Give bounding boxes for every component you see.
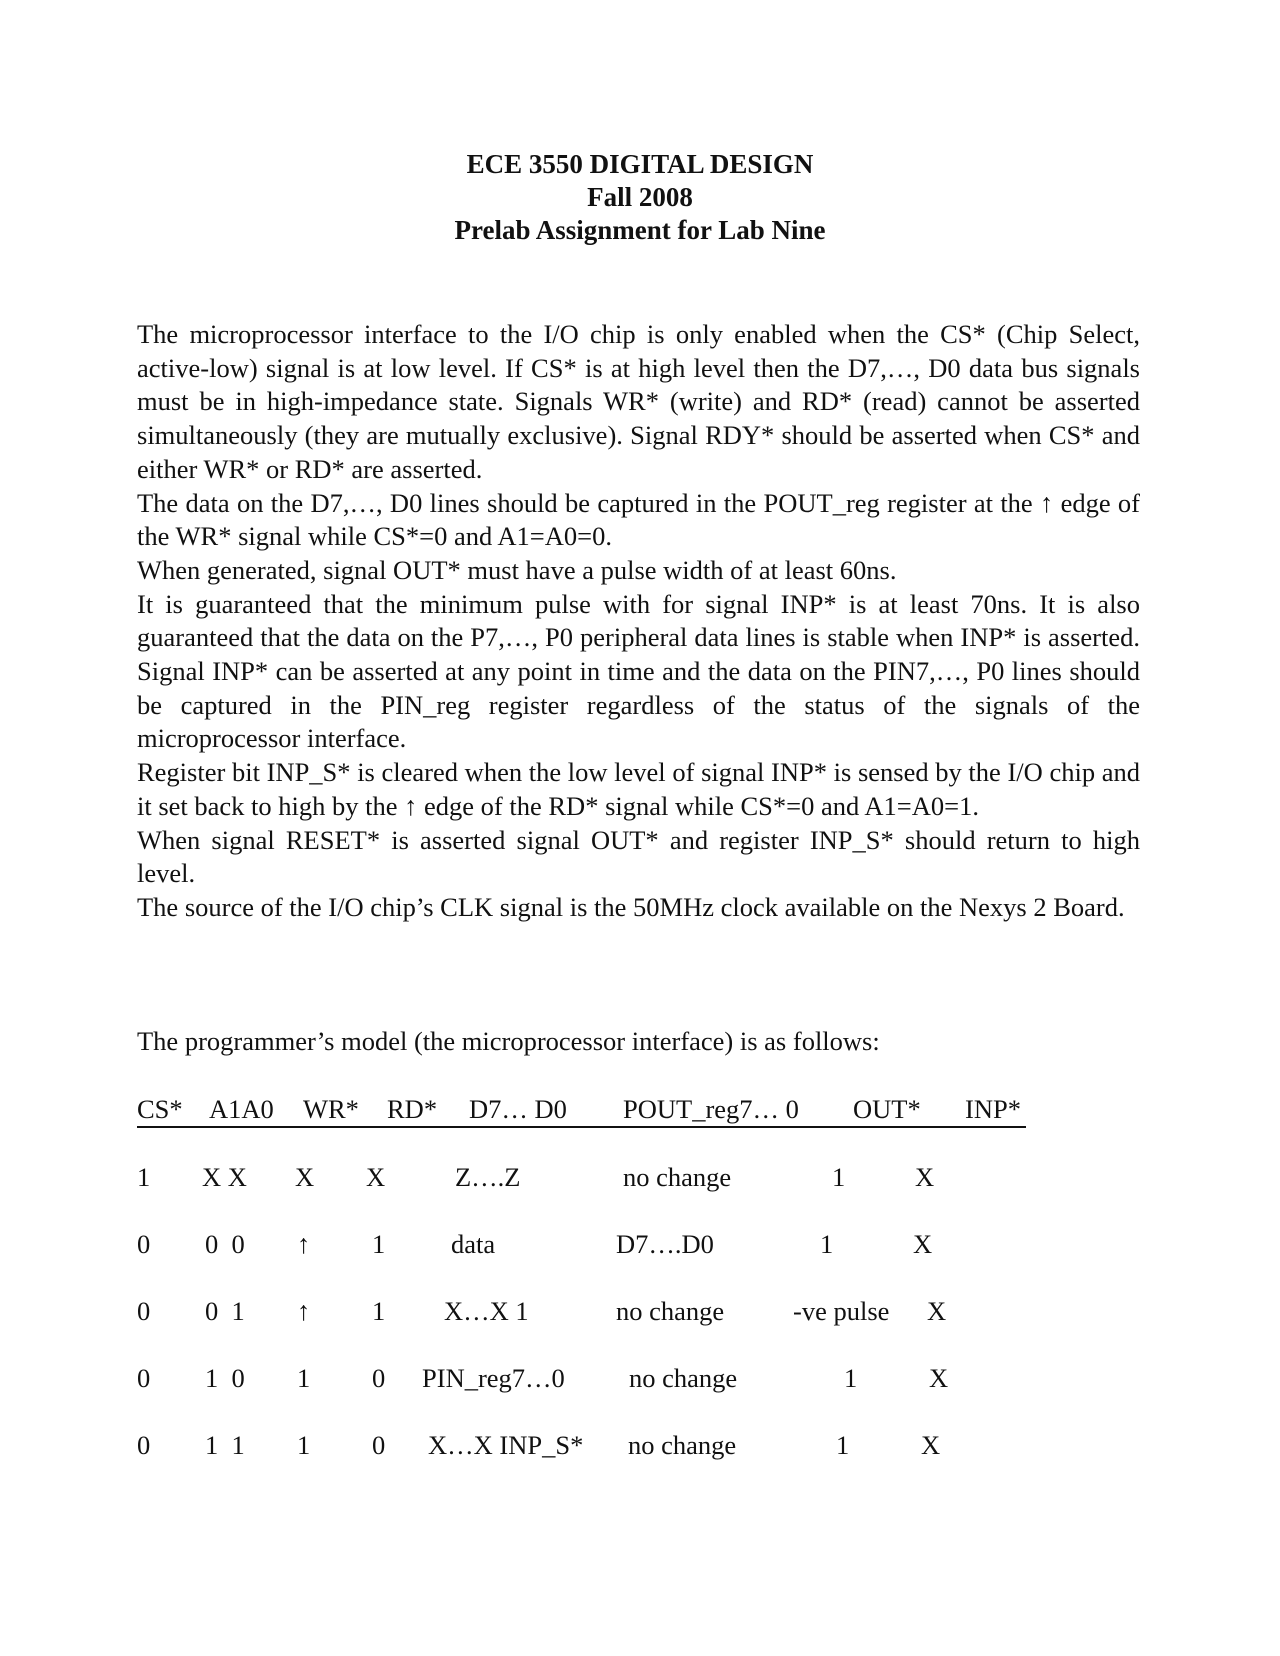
paragraph: The data on the D7,…, D0 lines should be captured in the POUT_reg register at the ↑ edge of the WR* signal while CS*=0 and A1=A0=0. (137, 487, 1140, 552)
assignment-body (137, 318, 1140, 925)
paragraph: It is guaranteed that the minimum pulse with for signal INP* is at least 70ns. It is also guaranteed that the data on the P7,…, P0 peripheral data lines is stable when INP* is asserted. Signal INP* can be asserted at any point in time and the data on the PIN7,…, P0 lines should be captured in the PIN_reg register regardless of the status of the signals of the microprocessor interface. (137, 588, 1140, 754)
paragraph: Register bit INP_S* is cleared when the low level of signal INP* is sensed by the I/O chip and it set back to high by the ↑ edge of the RD* signal while CS*=0 and A1=A0=1. (137, 757, 1140, 821)
table-cell: 1 (820, 1229, 834, 1259)
table-cell: no change (629, 1363, 738, 1393)
table-cell: 1 (832, 1162, 846, 1192)
table-cell: 1 (844, 1363, 858, 1393)
table-cell: 0 (137, 1430, 151, 1460)
table-cell: 0 (137, 1363, 151, 1393)
document-header (0, 148, 1280, 247)
table-cell: no change (616, 1296, 725, 1326)
table-cell: X (915, 1162, 935, 1192)
table-cell: data (451, 1229, 496, 1259)
table-cell: ↑ (297, 1296, 311, 1326)
table-cell: 0 0 (205, 1229, 245, 1259)
table-cell: Z….Z (455, 1162, 521, 1192)
table-header-cell: D7… D0 (469, 1094, 567, 1124)
table-header-cell: OUT* (853, 1094, 921, 1124)
table-cell: 1 (836, 1430, 850, 1460)
table-cell: 0 1 (205, 1296, 245, 1326)
table-cell: X X (202, 1162, 247, 1192)
table-cell: 0 (137, 1229, 151, 1259)
table-cell: 1 (372, 1296, 386, 1326)
table-cell: X (921, 1430, 941, 1460)
table-cell: 1 (372, 1229, 386, 1259)
table-cell: 0 (372, 1363, 386, 1393)
table-cell: X (913, 1229, 933, 1259)
paragraph: When signal RESET* is asserted signal OUT* and register INP_S* should return to high level. (137, 824, 1140, 889)
table-header-cell: WR* (303, 1094, 359, 1124)
course-title: ECE 3550 DIGITAL DESIGN (466, 149, 814, 179)
assignment-title: Prelab Assignment for Lab Nine (454, 215, 826, 245)
table-header-cell: POUT_reg7… 0 (623, 1094, 799, 1124)
table-cell: 1 (297, 1430, 311, 1460)
table-cell: no change (628, 1430, 737, 1460)
table-header-cell: RD* (387, 1094, 438, 1124)
table-header-cell: INP* (965, 1094, 1021, 1124)
table-cell: 1 0 (205, 1363, 245, 1393)
semester: Fall 2008 (587, 182, 693, 212)
table-cell: D7….D0 (616, 1229, 714, 1259)
paragraph: The microprocessor interface to the I/O chip is only enabled when the CS* (Chip Select, active-low) signal is at low level. If CS* is at high level then the D7,…, D0 data bus signals must be in high-impedance state. Signals WR* (write) and RD* (read) cannot be asserted simultaneously (they are mutually exclusive). Signal RDY* should be asserted when CS* and either WR* or RD* are asserted. (137, 319, 1140, 484)
table-cell: 1 (137, 1162, 151, 1192)
table-cell: X…X 1 (444, 1296, 529, 1326)
paragraph: When generated, signal OUT* must have a pulse width of at least 60ns. (137, 554, 897, 585)
table-cell: 1 (297, 1363, 311, 1393)
table-cell: X (927, 1296, 947, 1326)
table-cell: 0 (372, 1430, 386, 1460)
table-cell: X (929, 1363, 949, 1393)
table-header-cell: CS* (137, 1094, 183, 1124)
table-intro: The programmer’s model (the microprocessor interface) is as follows: (137, 1026, 880, 1056)
paragraph: The source of the I/O chip’s CLK signal is the 50MHz clock available on the Nexys 2 Board. (137, 891, 1125, 922)
table-cell: X…X INP_S* (428, 1430, 584, 1460)
table-cell: X (366, 1162, 386, 1192)
table-cell: X (295, 1162, 315, 1192)
table-cell: 1 1 (205, 1430, 245, 1460)
table-cell: -ve pulse (793, 1296, 890, 1326)
table-cell: PIN_reg7…0 (422, 1363, 565, 1393)
table-cell: 0 (137, 1296, 151, 1326)
table-header-cell: A1A0 (209, 1094, 274, 1124)
table-header-row (137, 1092, 1026, 1128)
table-cell: no change (623, 1162, 732, 1192)
table-cell: ↑ (297, 1229, 311, 1259)
